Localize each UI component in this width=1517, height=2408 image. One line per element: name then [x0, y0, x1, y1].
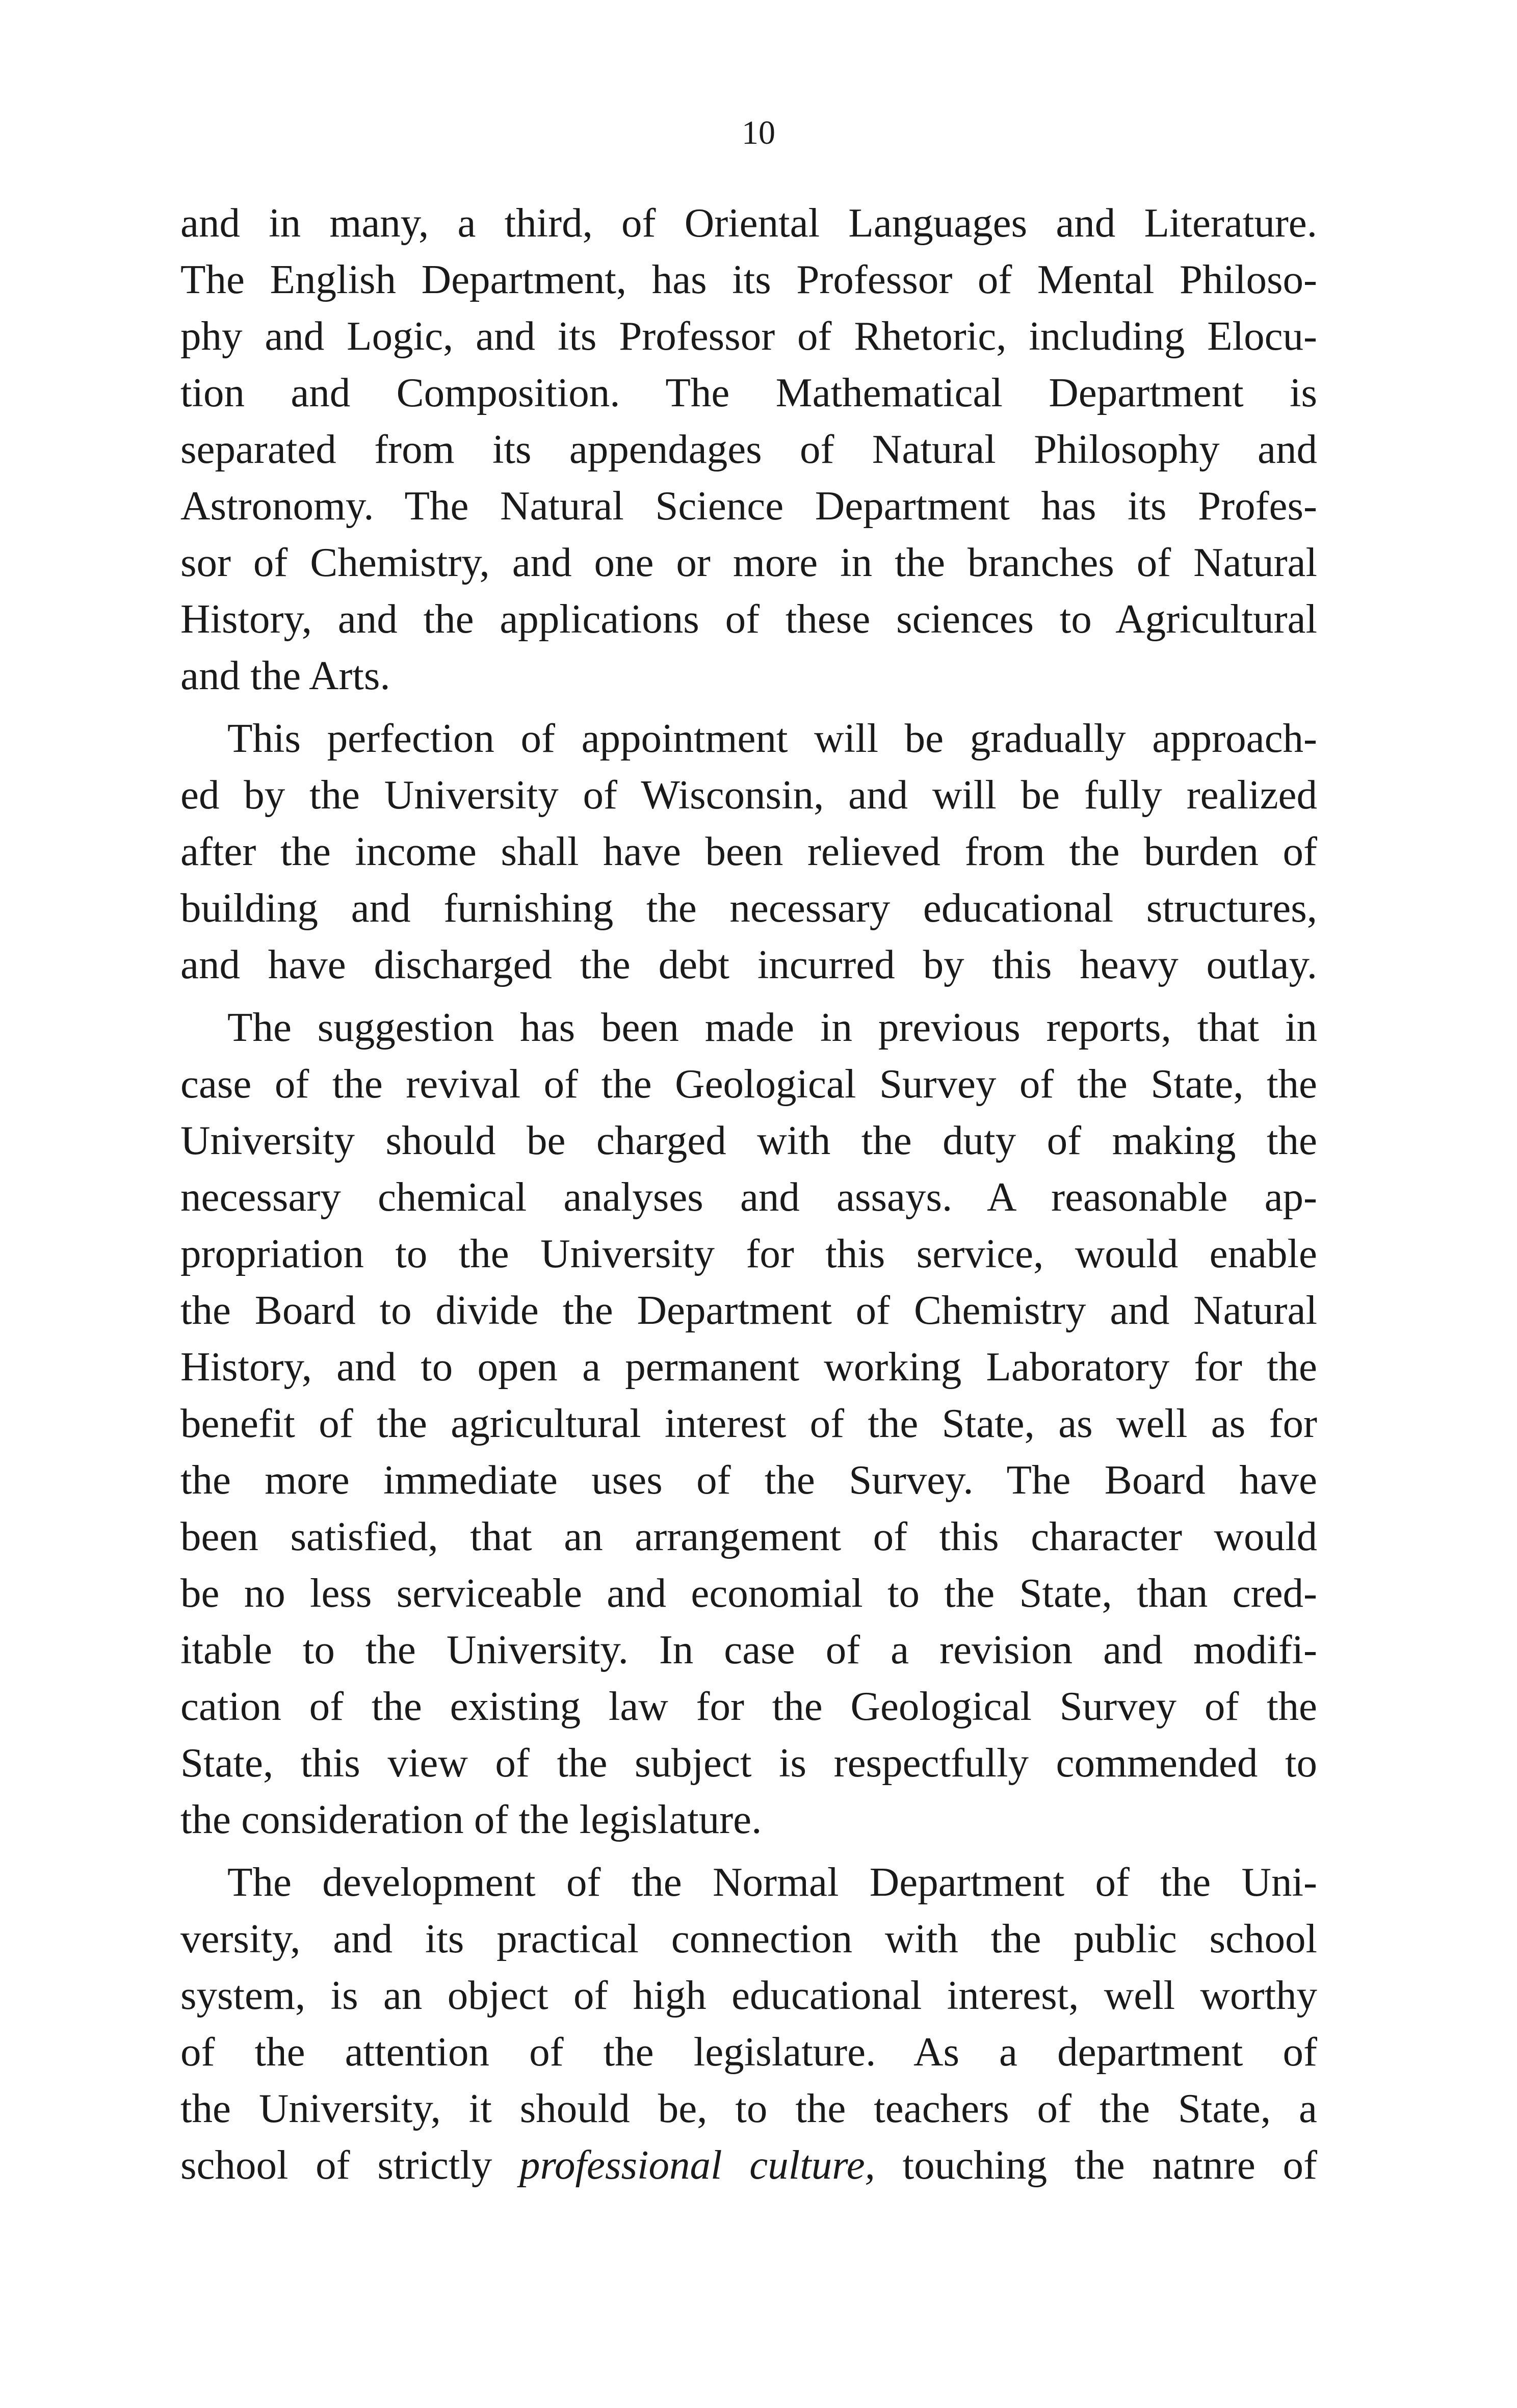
text-line: and the Arts.	[180, 652, 390, 698]
text-line: separated from its appendages of Natural Philosophy and	[180, 426, 1317, 472]
text-line: itable to the University. In case of a revision and modifi-	[180, 1627, 1317, 1672]
text-line: Astronomy. The Natural Science Department has its Profes-	[180, 483, 1317, 529]
text-line: and in many, a third, of Oriental Languages and Literature.	[180, 200, 1317, 246]
text-line: of the attention of the legislature. As a department of	[180, 2029, 1317, 2075]
text-line: University should be charged with the duty of making the	[180, 1117, 1317, 1163]
text-line: propriation to the University for this service, would enable	[180, 1231, 1317, 1276]
text-line: The suggestion has been made in previous reports, that in	[227, 1004, 1317, 1050]
body-text	[180, 195, 1317, 2193]
text-line: be no less serviceable and economial to the State, than cred-	[180, 1570, 1317, 1616]
text-line: the Board to divide the Department of Chemistry and Natural	[180, 1287, 1317, 1333]
text-line: sor of Chemistry, and one or more in the branches of Natural	[180, 539, 1317, 585]
text-line: benefit of the agricultural interest of the State, as well as for	[180, 1400, 1317, 1446]
text-line: History, and to open a permanent working Laboratory for the	[180, 1344, 1317, 1390]
text-line: State, this view of the subject is respectfully commended to	[180, 1740, 1317, 1786]
text-line: phy and Logic, and its Professor of Rhetoric, including Elocu-	[180, 313, 1317, 359]
text-line: tion and Composition. The Mathematical Department is	[180, 370, 1317, 415]
text-line: necessary chemical analyses and assays. A reasonable ap-	[180, 1174, 1317, 1220]
text-line: versity, and its practical connection with the public school	[180, 1916, 1317, 1961]
text-line: case of the revival of the Geological Survey of the State, the	[180, 1061, 1317, 1107]
text-line: cation of the existing law for the Geological Survey of the	[180, 1683, 1317, 1729]
text-line: The English Department, has its Professor of Mental Philoso-	[180, 256, 1317, 302]
paragraph-1	[180, 195, 1317, 704]
paragraph-4	[180, 1854, 1317, 2193]
text-line: system, is an object of high educational interest, well worthy	[180, 1972, 1317, 2018]
page-number: 10	[742, 114, 775, 151]
text-line: building and furnishing the necessary educational structures,	[180, 885, 1317, 931]
paragraph-2	[180, 710, 1317, 993]
text-line: the consideration of the legislature.	[180, 1796, 762, 1842]
text-line: This perfection of appointment will be gradually approach-	[227, 715, 1317, 761]
text-line: The development of the Normal Department of the Uni-	[227, 1859, 1317, 1905]
text-line: the more immediate uses of the Survey. The Board have	[180, 1457, 1317, 1503]
italic-phrase: professional culture,	[519, 2142, 875, 2188]
text-line: the University, it should be, to the teachers of the State, a	[180, 2085, 1317, 2131]
text-line-mixed	[180, 2137, 1317, 2193]
text-line: History, and the applications of these sciences to Agricultural	[180, 596, 1317, 642]
text-line: after the income shall have been relieved from the burden of	[180, 828, 1317, 874]
text-run: school of strictly	[180, 2142, 520, 2188]
text-line: ed by the University of Wisconsin, and will be fully realized	[180, 772, 1317, 818]
text-line: and have discharged the debt incurred by this heavy outlay.	[180, 941, 1317, 987]
text-line: been satisfied, that an arrangement of this character would	[180, 1513, 1317, 1559]
text-run: touching the natnre of	[875, 2142, 1317, 2188]
paragraph-3	[180, 999, 1317, 1848]
